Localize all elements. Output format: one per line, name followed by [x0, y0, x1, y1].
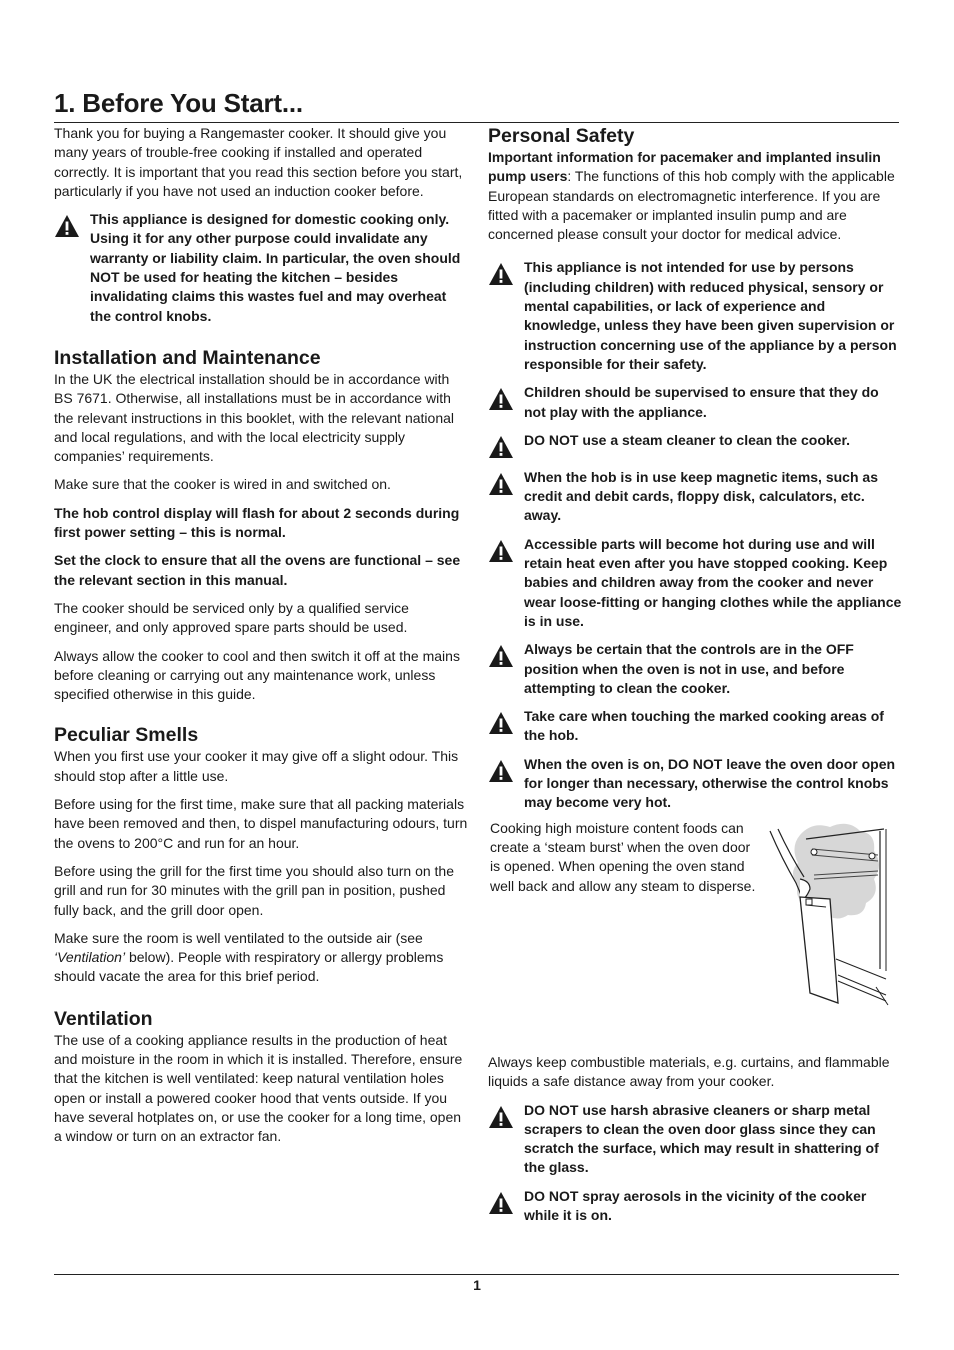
warning-text: Always be certain that the controls are in the OFF position when the oven is not in use, and before attempting to clean the cooker. [524, 641, 854, 696]
steam-burst-text: Cooking high moisture content foods can create a ‘steam burst’ when the oven door is opened. When opening the oven stand well back and allow any steam to disperse. [490, 819, 756, 894]
pacemaker-paragraph [488, 148, 902, 244]
pacemaker-rest: : The functions of this hob comply with the applicable European standards on electromagnetic interference. If you are fitted with a pacemaker or implanted insulin pump and are concerned please consult your doctor for medical advice. [488, 168, 895, 243]
warning-text: DO NOT use a steam cleaner to clean the cooker. [524, 431, 851, 448]
warning-aerosols [488, 1187, 902, 1226]
warning-triangle-icon [488, 1105, 514, 1129]
page-number: 1 [473, 1277, 481, 1293]
warning-text: DO NOT use harsh abrasive cleaners or sharp metal scrapers to clean the oven door glass since they can scratch the surface, which may result in shattering of the glass. [524, 1101, 879, 1176]
warning-triangle-icon [488, 387, 514, 411]
smells-p4-end: below). People with respiratory or allergy problems should vacate the area for this brief period. [54, 949, 444, 985]
warning-controls-off [488, 640, 902, 698]
smells-p2: Before using for the first time, make sure that all packing materials have been removed and then, to dispel manufacturing odours, turn the ovens to 200°C and run for an hour. [54, 796, 468, 851]
warning-children-supervised [488, 383, 902, 422]
warning-text: When the oven is on, DO NOT leave the oven door open for longer than necessary, otherwise the control knobs may become very hot. [524, 755, 896, 811]
warning-triangle-icon [488, 262, 514, 286]
warning-reduced-capabilities [488, 258, 902, 374]
warning-hot-parts [488, 535, 902, 631]
warning-triangle-icon [488, 435, 514, 459]
warning-triangle-icon [488, 711, 514, 735]
warning-triangle-icon [488, 1191, 514, 1215]
warning-triangle-icon [488, 759, 514, 783]
warning-triangle-icon [488, 539, 514, 563]
warning-text: DO NOT spray aerosols in the vicinity of the cooker while it is on. [524, 1187, 867, 1224]
heading-personal-safety: Personal Safety [488, 125, 635, 147]
warning-triangle-icon [54, 214, 80, 238]
warning-text: This appliance is designed for domestic cooking only. Using it for any other purpose could invalidate any warranty or liability claim. In particular, the oven should NOT be used for heating the kitchen – besides invalidating claims this wastes fuel and may overheat the control knobs. [90, 211, 461, 324]
pacemaker-bold: Important information for pacemaker and implanted insulin pump users [488, 149, 881, 185]
footer-rule [54, 1274, 899, 1275]
warning-text: Children should be supervised to ensure that they do not play with the appliance. [524, 384, 879, 420]
installation-p6: Always allow the cooker to cool and then switch it off at the mains before cleaning or carrying out any maintenance work, unless specified otherwise in this guide. [54, 647, 460, 703]
warning-triangle-icon [488, 472, 514, 496]
warning-text: Accessible parts will become hot during use and will retain heat even after you have stopped cooking. Keep babies and children away from the cooker and never wear loose-fitting or hanging clothes while the appliance is in use. [524, 535, 902, 629]
warning-steam-cleaner [488, 431, 902, 459]
right-column [488, 124, 902, 1020]
left-column [54, 124, 468, 1155]
installation-p1: In the UK the electrical installation should be in accordance with BS 7671. Otherwise, all installations must be in accordance with the relevant instructions in this booklet, with the relevant national and local regulations, and with the local electricity supply companies’ requirements. [54, 370, 455, 465]
intro-paragraph: Thank you for buying a Rangemaster cooker. It should give you many years of trouble-free cooking if installed and operated correctly. It is important that you read this section before you start, particularly if you have not used an induction cooker before. [54, 125, 463, 199]
ventilation-reference: ‘Ventilation’ [54, 949, 126, 966]
page-title: 1. Before You Start... [54, 88, 303, 118]
warning-cooking-areas [488, 707, 902, 746]
combustible-paragraph: Always keep combustible materials, e.g. curtains, and flammable liquids a safe distance away from your cooker. [488, 1054, 890, 1090]
right-lower-section [488, 1053, 902, 1234]
installation-p5: The cooker should be serviced only by a qualified service engineer, and only approved spare parts should be used. [54, 599, 409, 636]
smells-p3: Before using the grill for the first time you should also turn on the grill and run for 30 minutes with the grill pan in position, pushed fully back, and the grill door open. [54, 862, 454, 918]
title-rule [54, 122, 899, 123]
oven-steam-illustration [760, 819, 890, 1020]
heading-ventilation: Ventilation [54, 1007, 153, 1030]
warning-oven-door-open [488, 755, 902, 813]
smells-p4 [54, 929, 468, 987]
installation-p4: Set the clock to ensure that all the ovens are functional – see the relevant section in this manual. [54, 552, 461, 588]
heading-installation: Installation and Maintenance [54, 346, 321, 369]
ventilation-p1: The use of a cooking appliance results in the production of heat and moisture in the room in which it is installed. Therefore, ensure that the kitchen is well ventilated: keep natural ventilation holes open or install a powered cooker hood that vents outside. If you have several hotplates on, or use the cooker for a long time, open a window or turn on an extractor fan. [54, 1031, 463, 1145]
warning-text: Take care when touching the marked cooking areas of the hob. [524, 708, 884, 744]
installation-p2: Make sure that the cooker is wired in and switched on. [54, 476, 391, 493]
smells-p4-start: Make sure the room is well ventilated to the outside air (see [54, 929, 423, 946]
heading-peculiar-smells: Peculiar Smells [54, 724, 199, 747]
warning-magnetic-items [488, 468, 902, 526]
warning-text: This appliance is not intended for use by persons (including children) with reduced physical, sensory or mental capabilities, or lack of experience and knowledge, unless they have been given supervision or instruction concerning use of the appliance by a person responsible for their safety. [524, 259, 897, 372]
warning-abrasive-cleaners [488, 1101, 902, 1178]
warning-domestic-use [54, 210, 468, 326]
installation-p3: The hob control display will flash for about 2 seconds during first power setting – this is normal. [54, 504, 460, 541]
smells-p1: When you first use your cooker it may give off a slight odour. This should stop after a little use. [54, 748, 459, 784]
steam-burst-section [488, 819, 902, 1020]
warning-text: When the hob is in use keep magnetic items, such as credit and debit cards, floppy disk, calculators, etc. away. [524, 468, 878, 524]
warning-triangle-icon [488, 644, 514, 668]
